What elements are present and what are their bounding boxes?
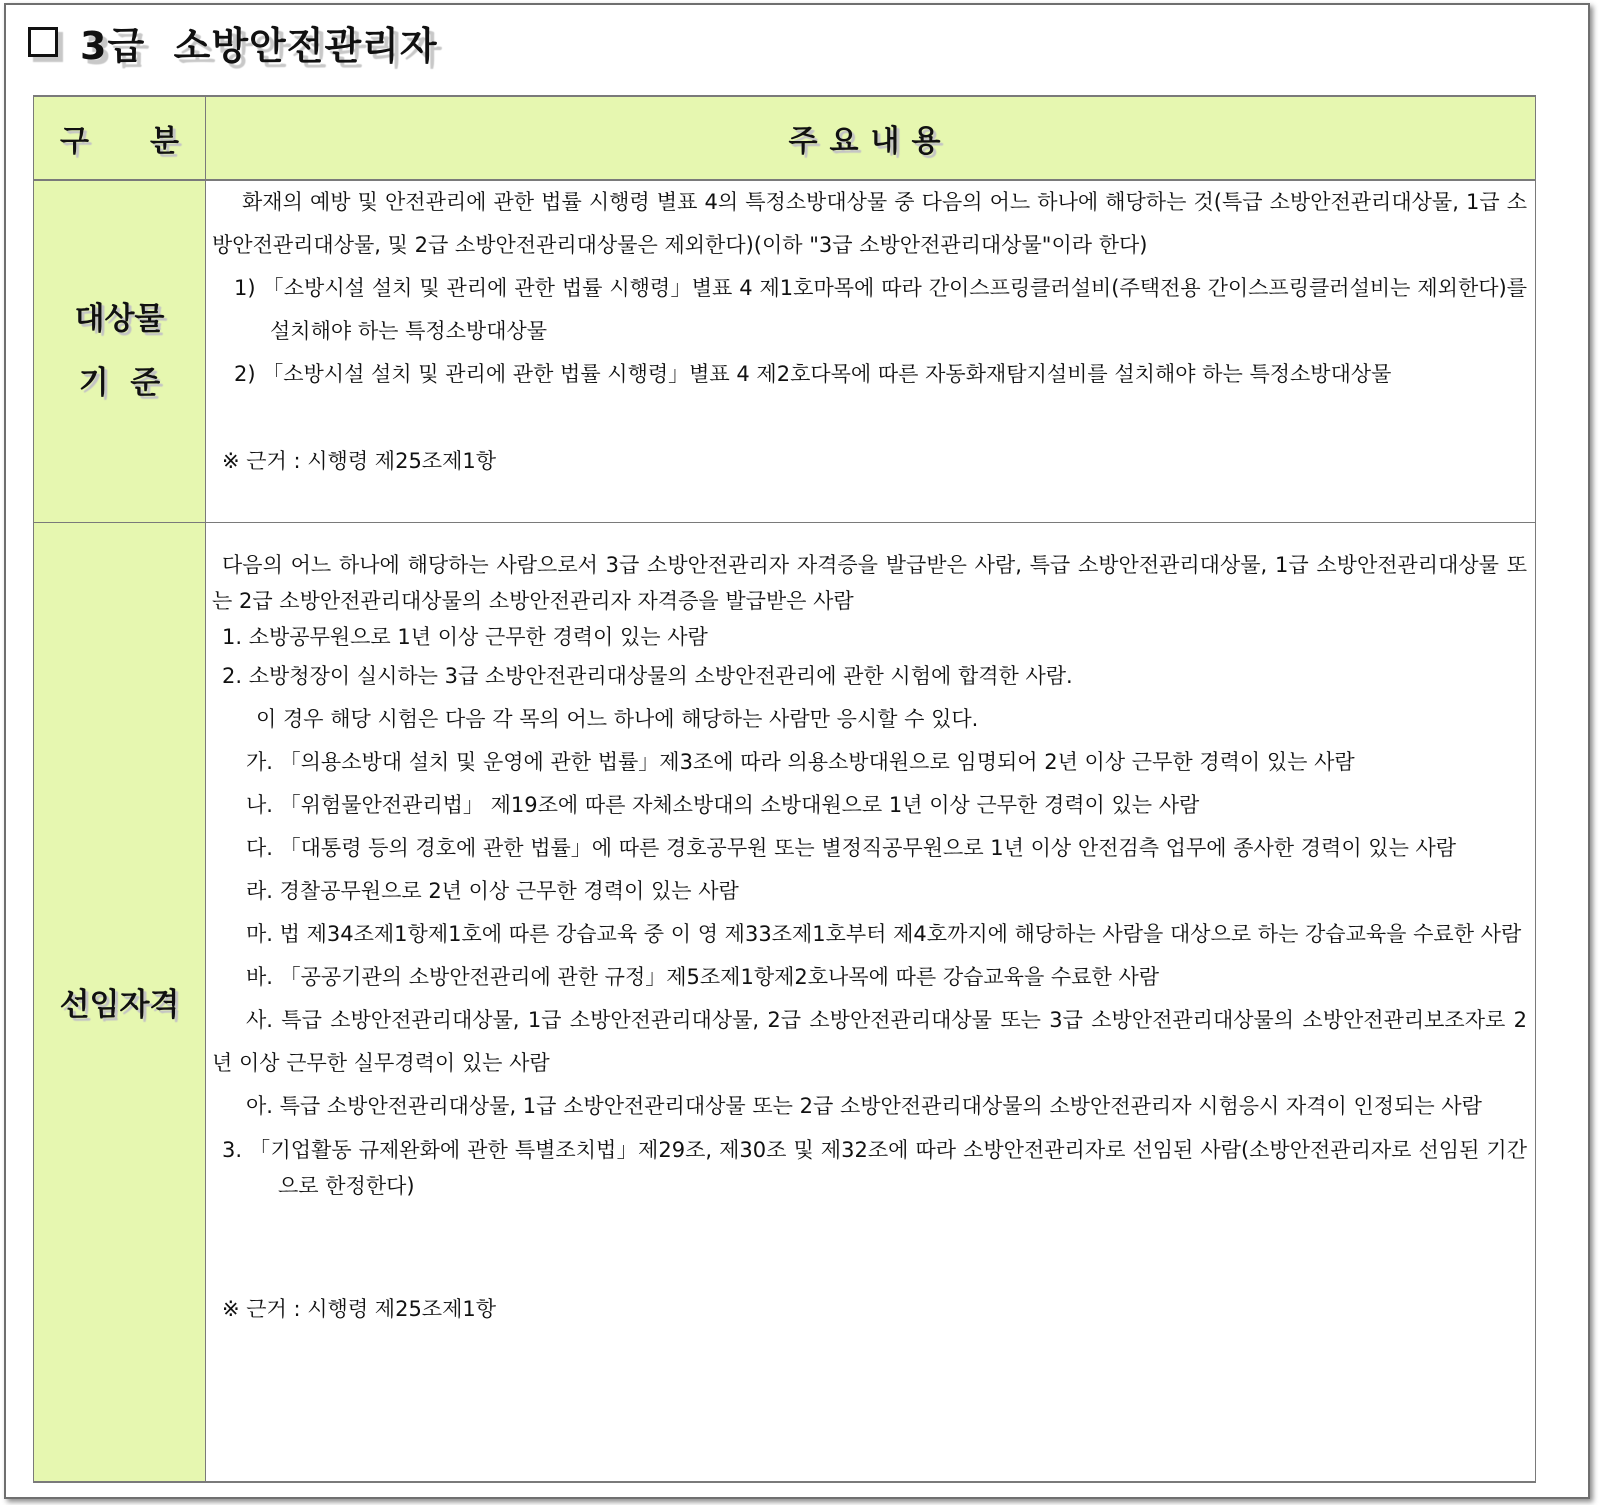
header-content: 주요내용 bbox=[206, 96, 1536, 180]
table-row-target bbox=[34, 180, 1536, 522]
qualification-sub-item-ba: 바. 「공공기관의 소방안전관리에 관한 규정」제5조제1항제2호나목에 따른 강습교육을 수료한 사람 bbox=[246, 964, 1160, 989]
qualification-sub-item-ga: 가. 「의용소방대 설치 및 운영에 관한 법률」제3조에 따라 의용소방대원으로 임명되어 2년 이상 근무한 경력이 있는 사람 bbox=[246, 749, 1355, 774]
qualification-sub-item-ra: 라. 경찰공무원으로 2년 이상 근무한 경력이 있는 사람 bbox=[246, 878, 739, 903]
qualification-item-2-note: 이 경우 해당 시험은 다음 각 목의 어느 하나에 해당하는 사람만 응시할 수 있다. bbox=[256, 706, 979, 731]
qualification-sub-item-ma: 마. 법 제34조제1항제1호에 따른 강습교육 중 이 영 제33조제1호부터 제4호까지에 해당하는 사람을 대상으로 하는 강습교육을 수료한 사람 bbox=[246, 921, 1522, 946]
target-item-1: 1) 「소방시설 설치 및 관리에 관한 법률 시행령」별표 4 제1호마목에 따라 간이스프링클러설비(주택전용 간이스프링클러설비는 제외한다)를 설치해야 하는 특정소방대상물 bbox=[234, 276, 1527, 343]
table-row-qualification bbox=[34, 522, 1536, 1482]
info-table bbox=[33, 95, 1536, 1483]
page-title bbox=[28, 14, 438, 70]
row-content-qualification bbox=[206, 522, 1536, 1482]
table-header-row bbox=[34, 96, 1536, 180]
target-item-2: 2) 「소방시설 설치 및 관리에 관한 법률 시행령」별표 4 제2호다목에 따른 자동화재탐지설비를 설치해야 하는 특정소방대상물 bbox=[234, 362, 1392, 386]
header-category-char1: 구 bbox=[60, 124, 89, 159]
qualification-intro: 다음의 어느 하나에 해당하는 사람으로서 3급 소방안전관리자 자격증을 발급받은 사람, 특급 소방안전관리대상물, 1급 소방안전관리대상물 또는 2급 소방안전관리대상물의 소방안전관리자 자격증을 발급받은 사람 bbox=[212, 552, 1527, 613]
row-label-target-line1: 대상물 bbox=[74, 301, 165, 338]
header-category-char2: 분 bbox=[150, 124, 179, 159]
checkbox-square-icon bbox=[28, 27, 58, 57]
target-intro: 화재의 예방 및 안전관리에 관한 법률 시행령 별표 4의 특정소방대상물 중 다음의 어느 하나에 해당하는 것(특급 소방안전관리대상물, 1급 소방안전관리대상물, 및 2급 소방안전관리대상물은 제외한다)(이하 "3급 소방안전관리대상물"이라 한다) bbox=[212, 190, 1527, 257]
qualification-item-2: 2. 소방청장이 실시하는 3급 소방안전관리대상물의 소방안전관리에 관한 시험에 합격한 사람. bbox=[222, 663, 1073, 688]
qualification-basis: ※ 근거 : 시행령 제25조제1항 bbox=[222, 1296, 497, 1321]
row-label-qualification: 선임자격 bbox=[34, 522, 206, 1482]
target-basis: ※ 근거 : 시행령 제25조제1항 bbox=[222, 449, 497, 473]
qualification-sub-item-a: 아. 특급 소방안전관리대상물, 1급 소방안전관리대상물 또는 2급 소방안전관리대상물의 소방안전관리자 시험응시 자격이 인정되는 사람 bbox=[246, 1093, 1482, 1118]
row-content-target bbox=[206, 180, 1536, 522]
qualification-item-1: 1. 소방공무원으로 1년 이상 근무한 경력이 있는 사람 bbox=[222, 624, 708, 649]
qualification-item-3: 3. 「기업활동 규제완화에 관한 특별조치법」제29조, 제30조 및 제32조에 따라 소방안전관리자로 선임된 사람(소방안전관리자로 선임된 기간으로 한정한다) bbox=[222, 1137, 1527, 1198]
qualification-sub-item-na: 나. 「위험물안전관리법」 제19조에 따른 자체소방대의 소방대원으로 1년 이상 근무한 경력이 있는 사람 bbox=[246, 792, 1200, 817]
row-label-target-line2: 기 준 bbox=[78, 365, 161, 402]
header-category bbox=[34, 96, 206, 180]
row-label-target bbox=[34, 180, 206, 522]
qualification-sub-item-da: 다. 「대통령 등의 경호에 관한 법률」에 따른 경호공무원 또는 별정직공무원으로 1년 이상 안전검측 업무에 종사한 경력이 있는 사람 bbox=[246, 835, 1457, 860]
page-title-text: 3급 소방안전관리자 bbox=[80, 23, 438, 68]
qualification-sub-item-sa: 사. 특급 소방안전관리대상물, 1급 소방안전관리대상물, 2급 소방안전관리대상물 또는 3급 소방안전관리대상물의 소방안전관리보조자로 2년 이상 근무한 실무경력이 있는 사람 bbox=[212, 1007, 1527, 1075]
